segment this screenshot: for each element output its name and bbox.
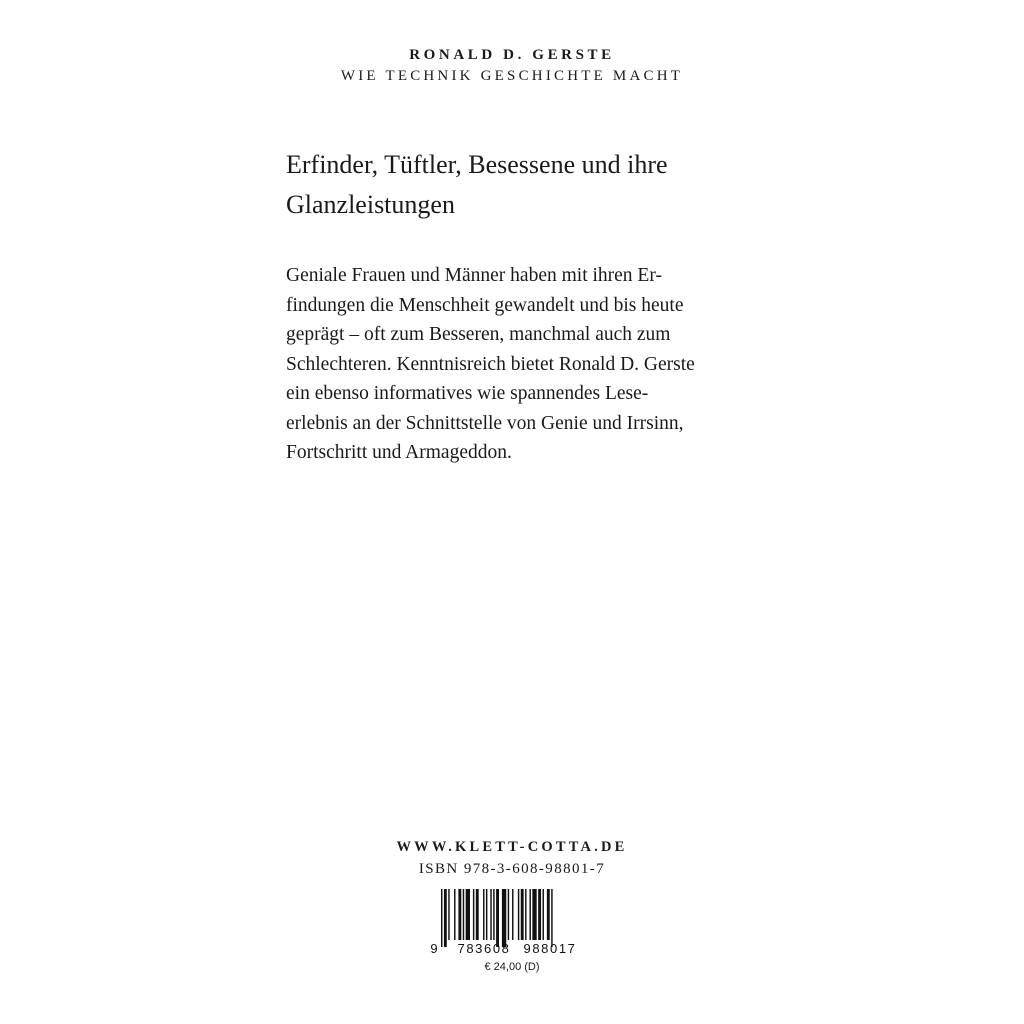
- series-title: WIE TECHNIK GESCHICHTE MACHT: [340, 68, 684, 84]
- headline-line: Erfinder, Tüftler, Besessene und ihre: [286, 150, 668, 179]
- barcode-bar: [444, 889, 447, 947]
- description-line: erlebnis an der Schnittstelle von Genie und Irrsinn,: [286, 412, 684, 434]
- barcode: [428, 887, 598, 957]
- description-line: findungen die Menschheit gewandelt und bis heute: [286, 294, 684, 316]
- description-line: Fortschritt und Armageddon.: [286, 442, 512, 463]
- barcode-bar: [525, 889, 526, 940]
- description-line: Geniale Frauen und Männer haben mit ihren Er-: [286, 265, 662, 286]
- barcode-bar: [448, 889, 449, 940]
- barcode-bar: [441, 889, 442, 947]
- barcode-bar: [493, 889, 494, 940]
- barcode-first-digit: 9: [430, 941, 438, 956]
- barcode-bar: [473, 889, 474, 940]
- barcode-bar: [508, 889, 509, 940]
- barcode-bar: [486, 889, 487, 940]
- barcode-bar: [483, 889, 484, 940]
- description-line: Schlechteren. Kenntnisreich bietet Ronald D. Gerste: [286, 353, 695, 375]
- price-label: € 24,00 (D): [484, 961, 540, 973]
- barcode-bar: [512, 889, 513, 940]
- barcode-right-digits: 988017: [523, 941, 577, 956]
- barcode-bar: [547, 889, 550, 940]
- barcode-bar: [518, 889, 519, 940]
- headline: [286, 145, 766, 225]
- description: [286, 261, 766, 468]
- description-line: geprägt – oft zum Besseren, manchmal auch zum: [286, 324, 671, 345]
- barcode-bar: [538, 889, 541, 940]
- barcode-left-digits: 783608: [457, 941, 511, 956]
- barcode-bar: [532, 889, 536, 940]
- description-line: ein ebenso informatives wie spannendes Lese-: [286, 383, 649, 404]
- barcode-bar: [521, 889, 524, 940]
- barcode-bar: [458, 889, 461, 940]
- barcode-bar: [543, 889, 544, 940]
- barcode-bar: [502, 889, 506, 947]
- barcode-bars: [441, 889, 553, 947]
- barcode-bar: [496, 889, 499, 947]
- barcode-bar: [463, 889, 464, 940]
- barcode-bar: [490, 889, 491, 940]
- barcode-bar: [466, 889, 470, 940]
- publisher-website: WWW.KLETT-COTTA.DE: [396, 839, 628, 855]
- headline-line: Glanzleistungen: [286, 190, 455, 219]
- author-name: RONALD D. GERSTE: [409, 47, 615, 63]
- isbn-number: ISBN 978-3-608-98801-7: [418, 861, 606, 877]
- barcode-bar: [551, 889, 552, 947]
- barcode-bar: [454, 889, 455, 940]
- barcode-bar: [476, 889, 479, 940]
- barcode-bar: [529, 889, 530, 940]
